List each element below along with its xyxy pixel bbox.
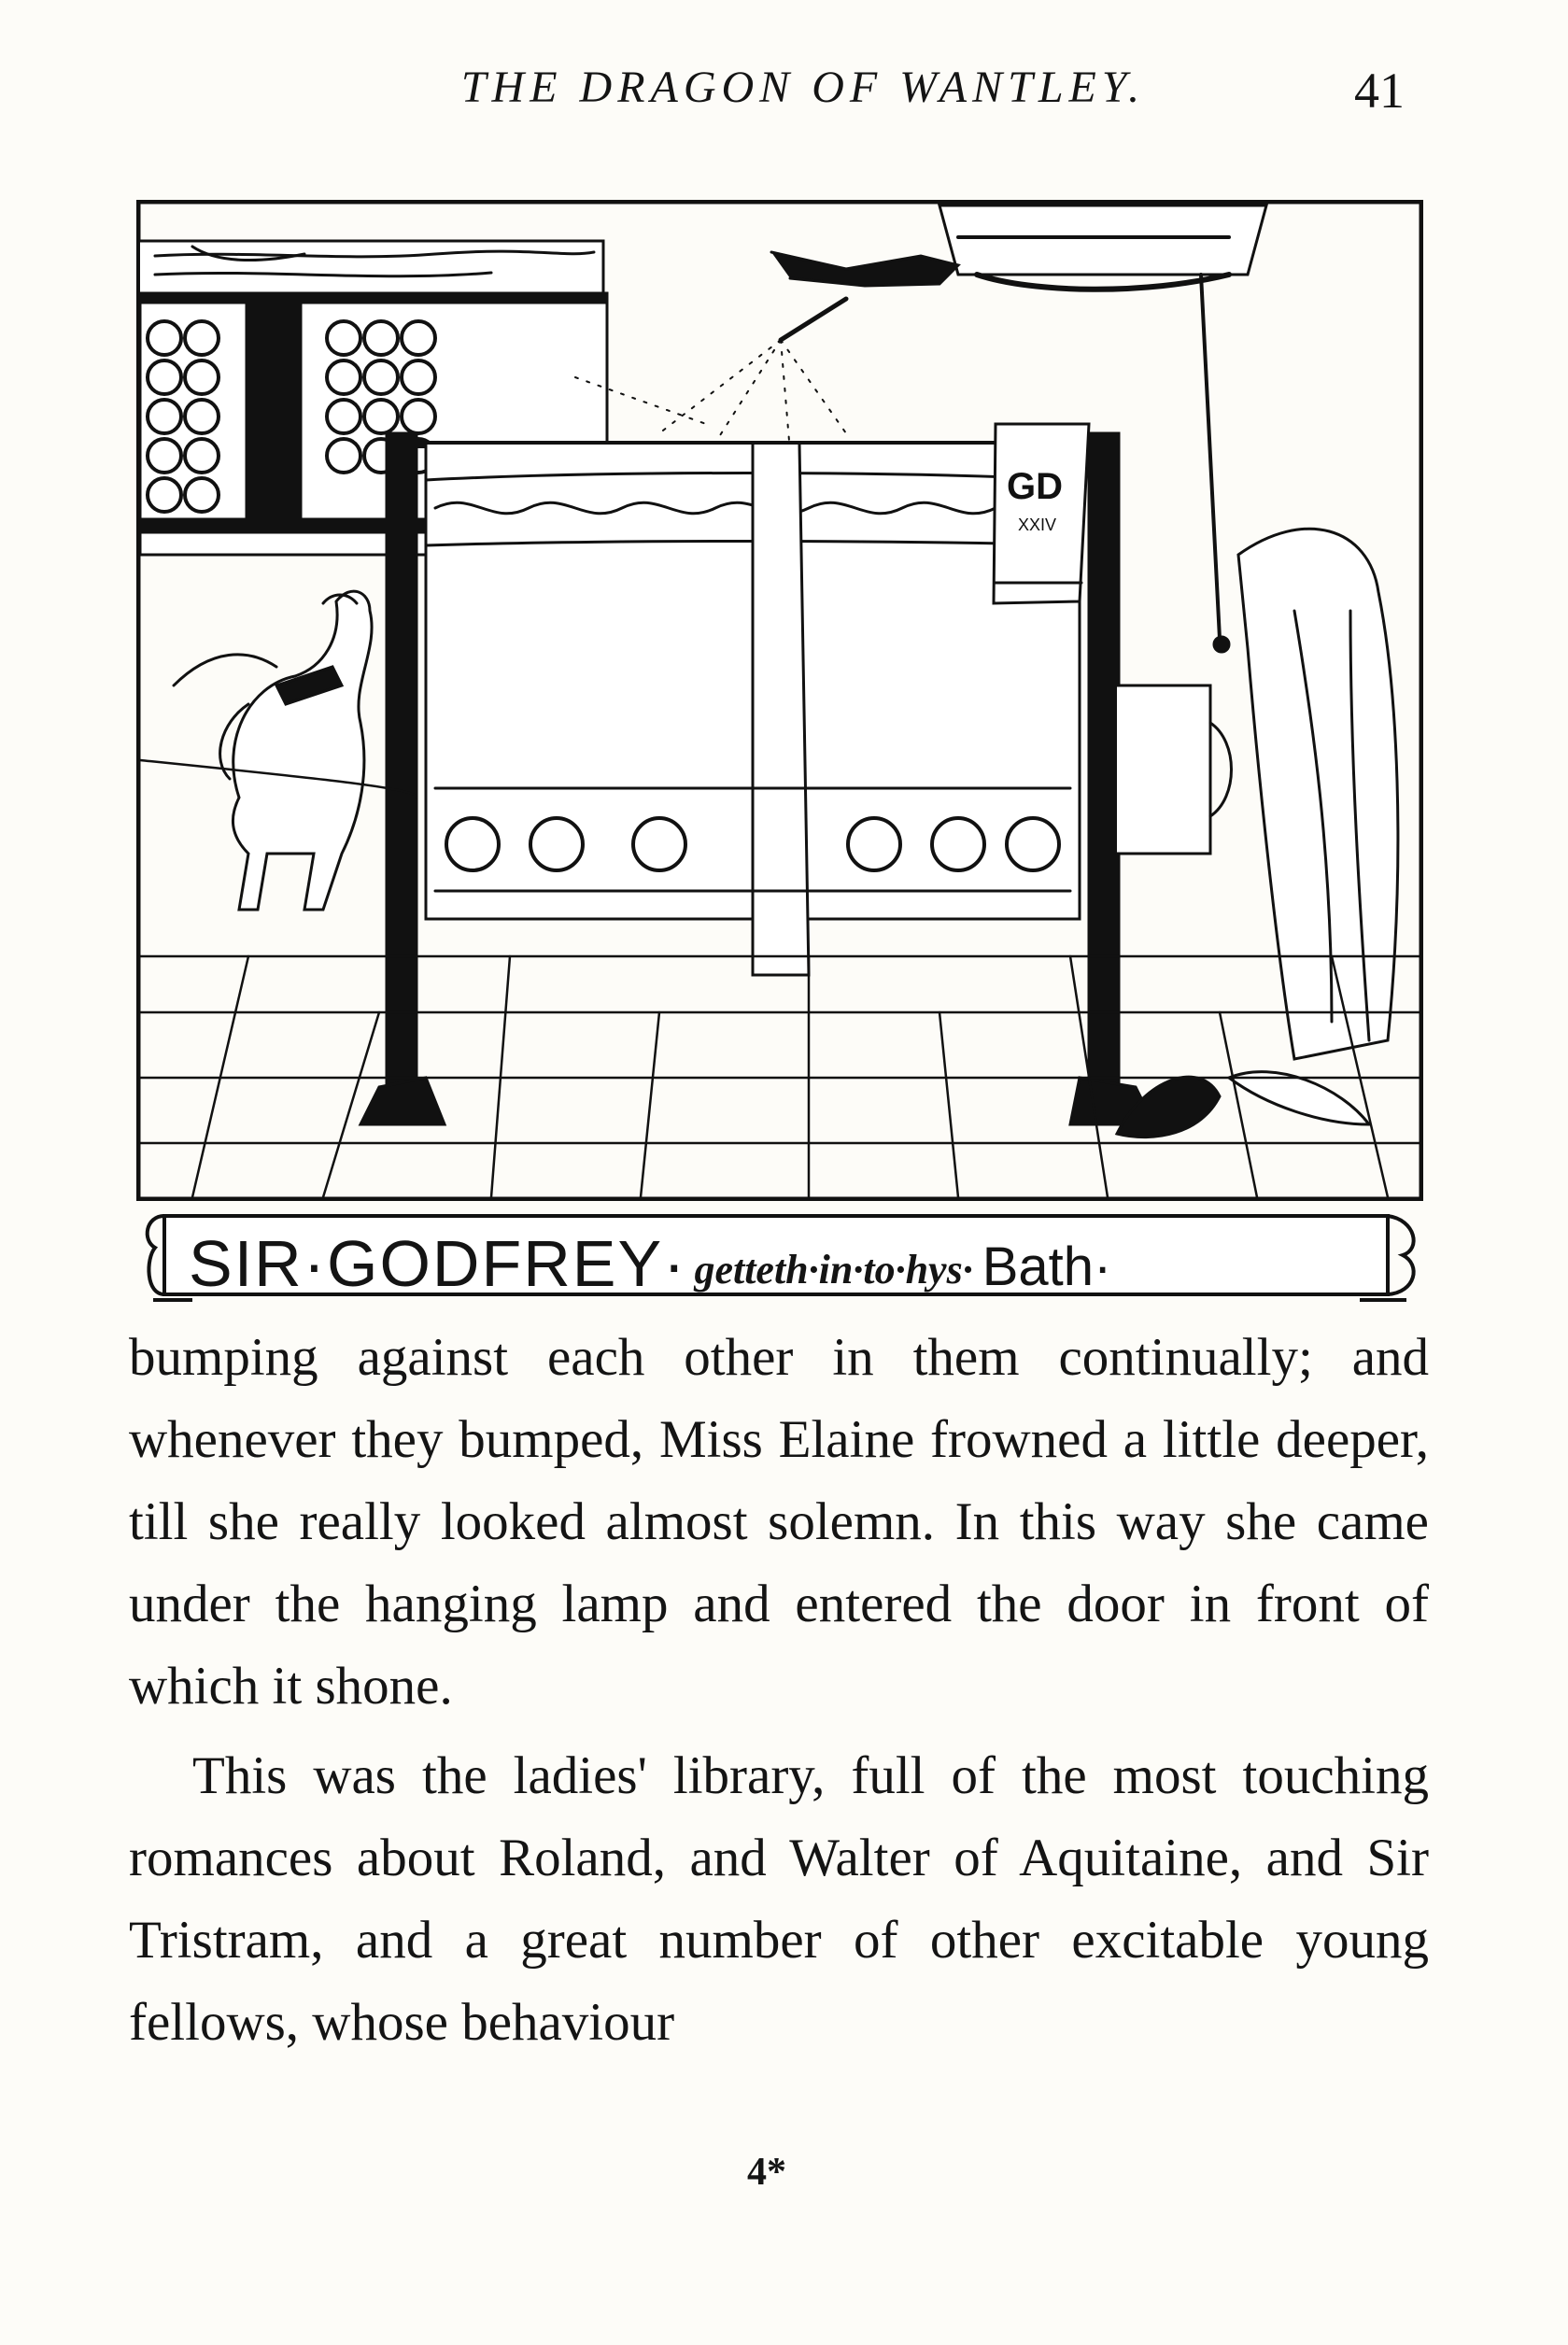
running-title: THE DRAGON OF WANTLEY. <box>460 63 1146 112</box>
bath-scene-illustration <box>136 200 1423 1201</box>
page-number: 41 <box>1354 63 1405 119</box>
caption-end: Bath· <box>982 1236 1112 1298</box>
caption-text <box>189 1212 1384 1300</box>
paragraph: This was the ladies' library, full of the most touching romances about Roland, and Walter of Aquitaine, and Sir Tristram, and a great number of other excitable young fellows, whose behaviour <box>129 1746 1429 2052</box>
caption-name: SIR·GODFREY· <box>189 1227 687 1300</box>
dog-figure <box>220 591 372 910</box>
caption-banner <box>136 1203 1423 1307</box>
caption-phrase: getteth·in·to·hys· <box>694 1246 973 1293</box>
hanging-robe <box>1238 529 1398 1059</box>
monogram-towel <box>994 424 1089 603</box>
ceiling-beam <box>140 241 603 293</box>
signature-mark: 4* <box>747 2151 786 2194</box>
paragraph: bumping against each other in them continually; and whenever they bumped, Miss Elaine frowned a little deeper, till she really looked almost solemn. In this way she came under the hanging lamp and entered the door in front of which it shone. <box>129 1328 1429 1716</box>
towel-monogram: GD <box>1007 466 1063 507</box>
towel-numeral: XXIV <box>1018 516 1057 534</box>
body-text <box>129 1317 1429 2064</box>
illustration-plate <box>136 200 1423 1201</box>
